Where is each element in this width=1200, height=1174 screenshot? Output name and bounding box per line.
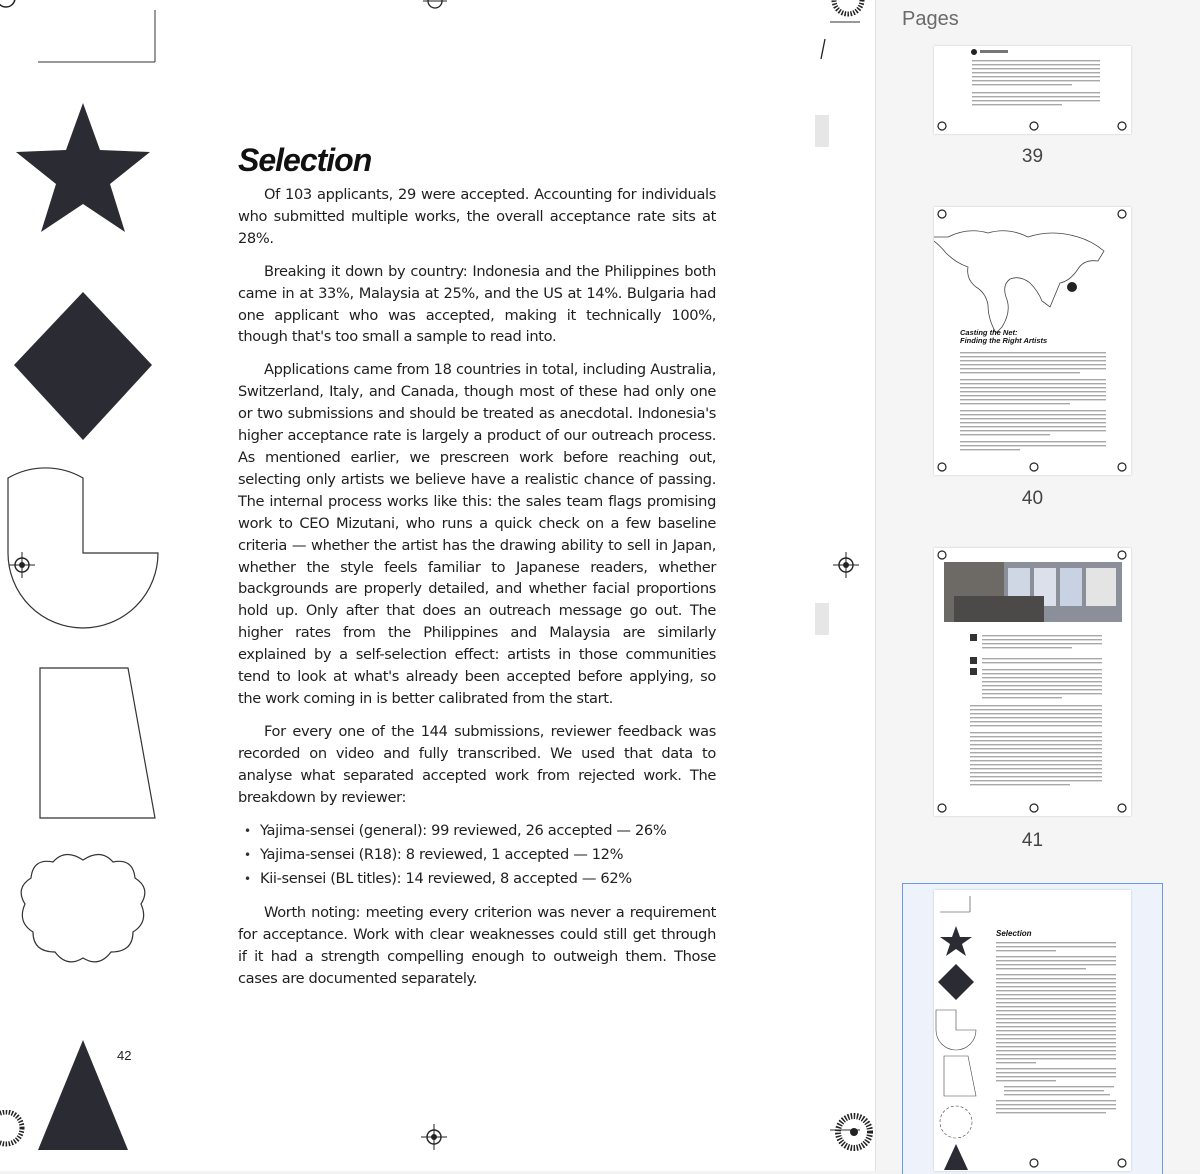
- sidebar-title: Pages: [902, 8, 959, 30]
- target-mark-icon: [423, 0, 447, 14]
- page-number-label: 41: [1021, 830, 1044, 851]
- page-thumbnail-40[interactable]: [934, 207, 1131, 475]
- thumbnail-preview: [934, 548, 1131, 816]
- paragraph: Of 103 applicants, 29 were accepted. Accounting for individuals who submitted multiple works, the overall acceptance rate sits at 28%.: [238, 186, 716, 247]
- list-item: • Yajima-sensei (general): 99 reviewed, 26 accepted — 26%: [260, 819, 716, 843]
- page-number-label: 40: [1021, 488, 1044, 509]
- list-item: • Yajima-sensei (R18): 8 reviewed, 1 accepted — 12%: [260, 843, 716, 867]
- section-heading: Selection: [238, 142, 372, 178]
- scroll-marker: [815, 115, 829, 147]
- slash-mark: [820, 38, 826, 60]
- quarter-circle-shape: [8, 468, 158, 628]
- thumbnail-preview: [934, 46, 1131, 134]
- triangle-shape: [38, 1040, 128, 1150]
- trapezoid-shape: [40, 668, 155, 818]
- flower-shape: [21, 854, 145, 961]
- target-mark-icon: [421, 1124, 447, 1150]
- paragraph: Applications came from 18 countries in total, including Australia, Switzerland, Italy, and Canada, though most of these had only one or two submissions and should be treated as anecdotal. Indonesia's higher acceptance rate is largely a product of our outreach process. As mentioned earlier, we prescreen work before reaching out, selecting only artists we believe have a realistic chance of passing. The internal process works like this: the sales team flags promising work to CEO Mizutani, who runs a quick check on a few baseline criteria — whether the artist has the drawing ability to sell in Japan, whether the style feels familiar to Japanese readers, whether backgrounds are properly detailed, and whether facial proportions hold up. Only after that does an outreach message go out. The higher rates from the Philippines and Malaysia are similarly explained by a self-selection effect: artists in those communities tend to look at what's already been accepted before applying, so the work coming in is better calibrated from the start.: [238, 361, 716, 707]
- registration-mark-icon: [0, 0, 20, 20]
- target-mark-icon: [833, 552, 859, 578]
- paragraph: For every one of the 144 submissions, reviewer feedback was recorded on video and fully transcribed. We used that data to analyse what separated accepted work from rejected work. The breakdown by reviewer:: [238, 722, 716, 806]
- page-thumbnail-42[interactable]: [934, 890, 1131, 1171]
- pages-sidebar[interactable]: [875, 0, 1200, 1171]
- thumbnail-title: Casting the Net:: [960, 328, 1018, 337]
- page-number: 42: [117, 1048, 132, 1063]
- starburst-mark-icon: [830, 1108, 875, 1153]
- thumbnail-title: Selection: [996, 929, 1032, 938]
- scroll-marker: [815, 603, 829, 635]
- target-mark-icon: [9, 552, 35, 578]
- starburst-mark-icon: [0, 1110, 30, 1150]
- article-body: [238, 140, 716, 1001]
- page-thumbnail-41[interactable]: [934, 548, 1131, 816]
- reviewer-list: [238, 819, 716, 891]
- starburst-mark-icon: [820, 0, 870, 22]
- page-thumbnail-39[interactable]: [934, 46, 1131, 134]
- list-item: • Kii-sensei (BL titles): 14 reviewed, 8 accepted — 62%: [260, 867, 716, 891]
- paragraph: Worth noting: meeting every criterion was never a requirement for acceptance. Work with clear weaknesses could still get through if it had a strength compelling enough to outweigh them. Those cases are documented separately.: [238, 904, 716, 988]
- paragraph: Breaking it down by country: Indonesia and the Philippines both came in at 33%, Malaysia at 25%, and the US at 14%. Bulgaria had one applicant who was accepted, making it technically 100%, though that's too small a sample to read into.: [238, 262, 716, 346]
- thumbnail-preview: [934, 890, 1131, 1171]
- margin-shapes: [0, 0, 240, 1171]
- diamond-shape: [14, 292, 152, 440]
- page-number-label: 39: [1021, 146, 1044, 167]
- thumbnail-title: Finding the Right Artists: [960, 336, 1048, 345]
- star-shape: [16, 103, 150, 232]
